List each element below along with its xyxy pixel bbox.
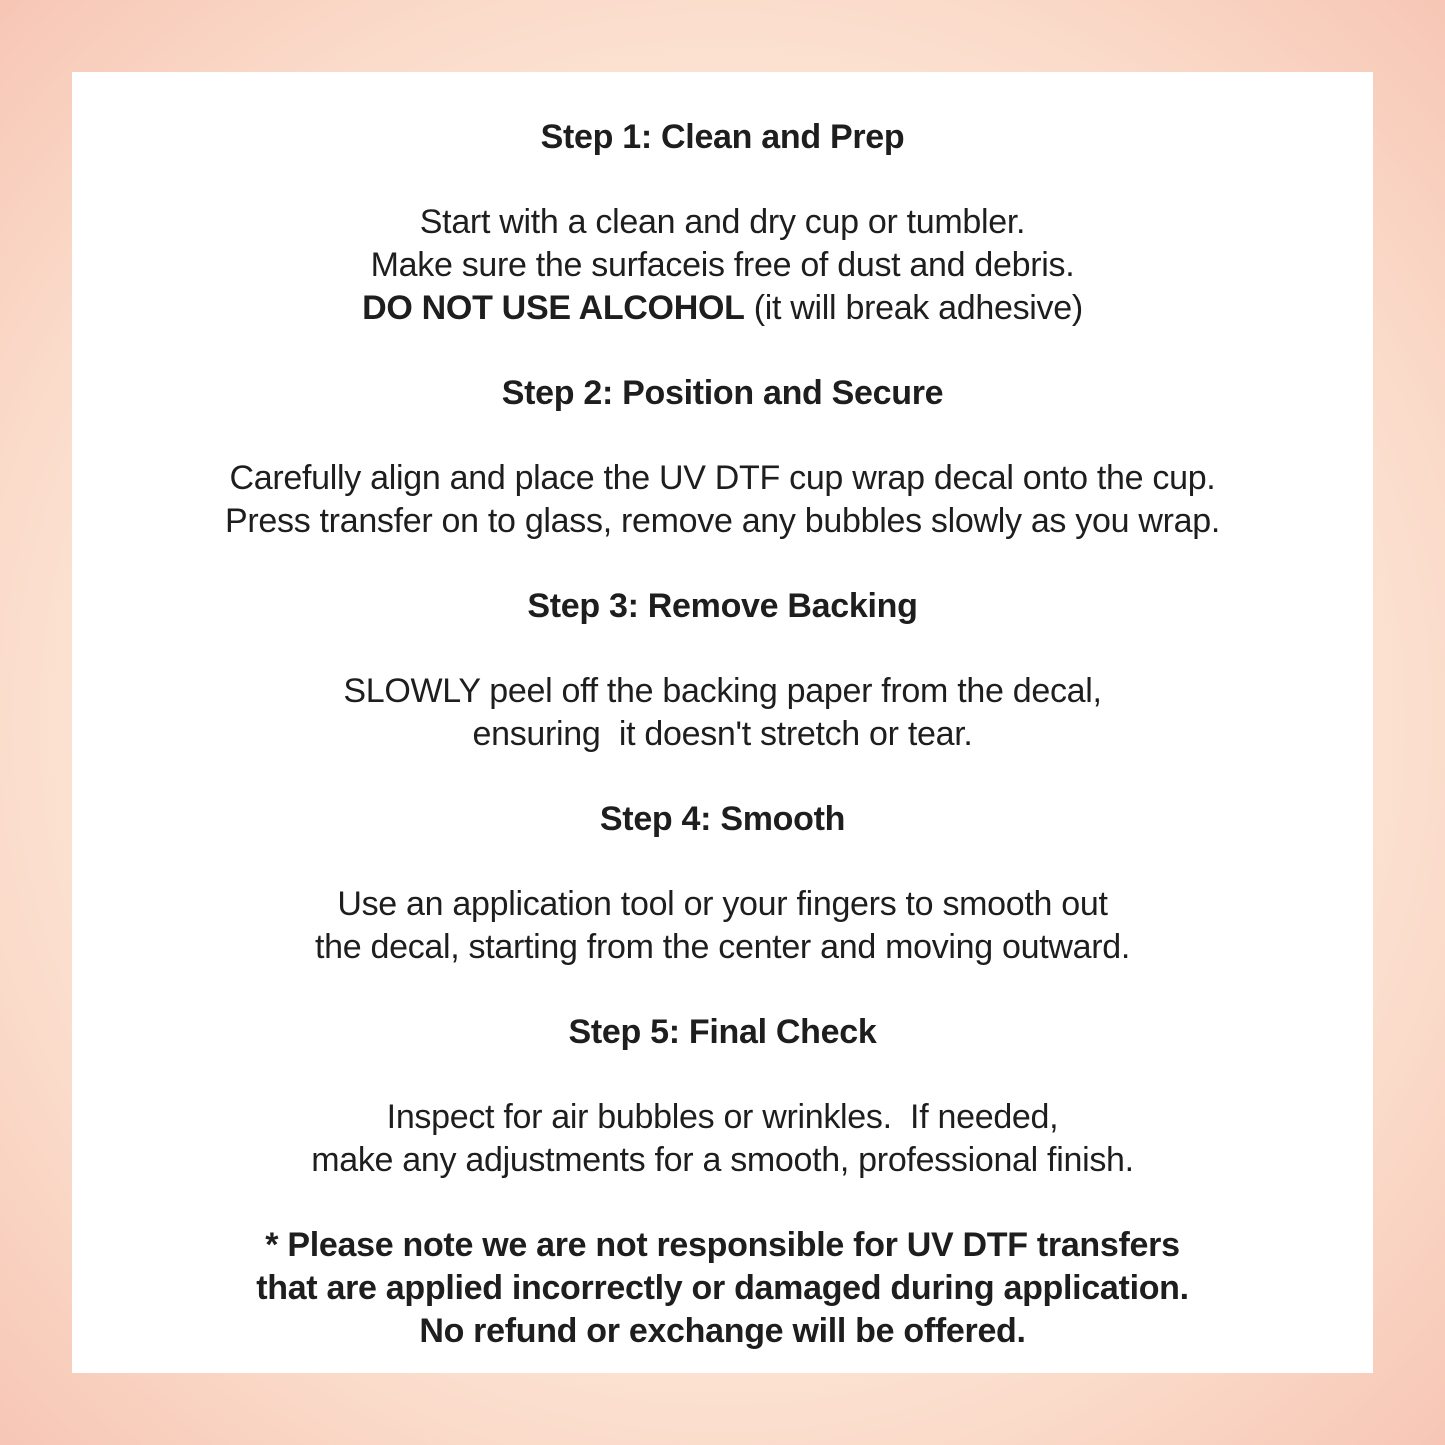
alcohol-warning-note-text: (it will break adhesive) [744,289,1083,327]
step-5-line-2: make any adjustments for a smooth, professional finish. [311,1141,1134,1179]
step-3-line-1: SLOWLY peel off the backing paper from the decal, [343,672,1102,710]
step-1-line-2: Make sure the surfaceis free of dust and debris. [370,246,1075,284]
step-2-section [72,372,1373,543]
disclaimer-line-2: that are applied incorrectly or damaged during application. [256,1269,1189,1307]
step-5-line-1: Inspect for air bubbles or wrinkles. If needed, [386,1098,1059,1136]
disclaimer-line-3: No refund or exchange will be offered. [419,1312,1026,1350]
disclaimer-section [72,1224,1373,1353]
step-1-section [72,116,1373,330]
step-3-line-2: ensuring it doesn't stretch or tear. [472,715,973,753]
disclaimer-line-1: * Please note we are not responsible for UV DTF transfers [265,1226,1180,1264]
step-3-heading: Step 3: Remove Backing [527,587,918,625]
step-3-section [72,585,1373,756]
step-4-heading: Step 4: Smooth [599,800,846,838]
step-1-alcohol-warning-line [72,287,1373,330]
step-5-heading: Step 5: Final Check [568,1013,877,1051]
step-1-line-1: Start with a clean and dry cup or tumbler. [419,203,1026,241]
step-4-line-1: Use an application tool or your fingers to smooth out [337,885,1108,923]
step-5-section [72,1011,1373,1182]
step-1-heading: Step 1: Clean and Prep [540,118,905,156]
step-2-line-2: Press transfer on to glass, remove any bubbles slowly as you wrap. [224,502,1220,540]
step-2-heading: Step 2: Position and Secure [501,374,944,412]
step-4-section [72,798,1373,969]
step-4-line-2: the decal, starting from the center and moving outward. [314,928,1131,966]
alcohol-warning-bold-text: DO NOT USE ALCOHOL [362,289,745,327]
instruction-card [72,72,1373,1373]
step-2-line-1: Carefully align and place the UV DTF cup wrap decal onto the cup. [229,459,1216,497]
